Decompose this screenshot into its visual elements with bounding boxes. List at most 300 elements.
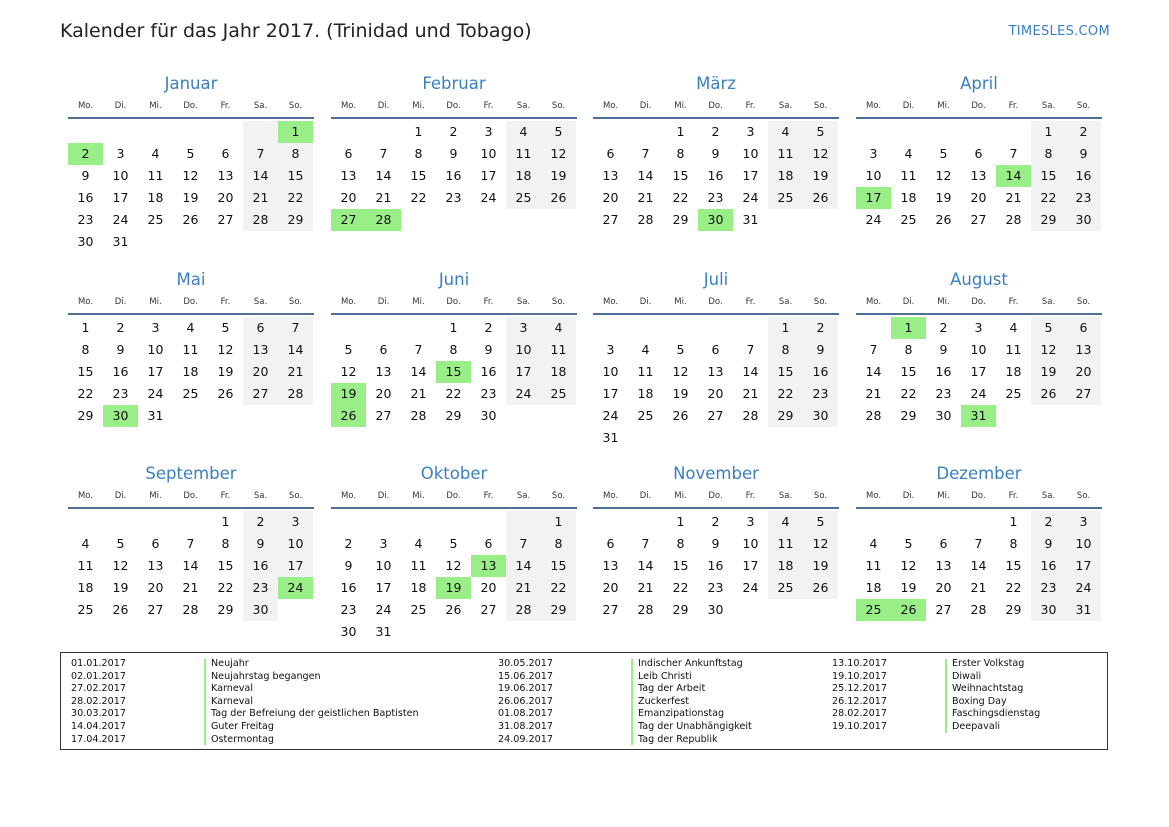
day-cell[interactable]: 8 xyxy=(676,146,685,161)
day-cell[interactable]: 27 xyxy=(935,602,952,617)
day-cell[interactable]: 3 xyxy=(1066,511,1101,533)
day-cell[interactable]: 17 xyxy=(1066,555,1101,577)
day-cell[interactable]: 16 xyxy=(1066,165,1101,187)
day-cell[interactable]: 13 xyxy=(707,364,724,379)
day-cell[interactable]: 2 xyxy=(484,320,493,335)
day-cell[interactable]: 21 xyxy=(1005,190,1022,205)
day-cell[interactable]: 9 xyxy=(344,558,353,573)
day-cell[interactable]: 5 xyxy=(449,536,458,551)
day-cell[interactable]: 26 xyxy=(803,187,838,209)
day-cell[interactable]: 29 xyxy=(1031,209,1066,231)
day-cell[interactable]: 1 xyxy=(768,317,803,339)
day-cell[interactable]: 6 xyxy=(484,536,493,551)
day-cell[interactable]: 8 xyxy=(278,143,313,165)
day-cell[interactable]: 6 xyxy=(379,342,388,357)
day-cell[interactable]: 24 xyxy=(865,212,882,227)
day-cell[interactable]: 22 xyxy=(217,580,234,595)
day-cell[interactable]: 11 xyxy=(506,143,541,165)
day-cell[interactable]: 14 xyxy=(278,339,313,361)
day-cell[interactable]: 1 xyxy=(676,124,685,139)
day-cell[interactable]: 8 xyxy=(904,342,913,357)
day-cell[interactable]: 10 xyxy=(112,168,129,183)
day-cell[interactable]: 23 xyxy=(1031,577,1066,599)
day-cell[interactable]: 10 xyxy=(865,168,882,183)
day-cell[interactable]: 21 xyxy=(410,386,427,401)
day-cell[interactable]: 5 xyxy=(803,511,838,533)
day-cell[interactable]: 27 xyxy=(375,408,392,423)
day-cell[interactable]: 27 xyxy=(970,212,987,227)
day-cell[interactable]: 26 xyxy=(445,602,462,617)
day-cell[interactable]: 5 xyxy=(1031,317,1066,339)
day-cell[interactable]: 4 xyxy=(641,342,650,357)
day-cell[interactable]: 14 xyxy=(637,558,654,573)
day-cell[interactable]: 19 xyxy=(803,555,838,577)
day-cell[interactable]: 3 xyxy=(746,514,755,529)
day-cell[interactable]: 20 xyxy=(243,361,278,383)
day-cell[interactable]: 13 xyxy=(471,555,506,577)
day-cell[interactable]: 18 xyxy=(77,580,94,595)
day-cell[interactable]: 30 xyxy=(803,405,838,427)
day-cell[interactable]: 27 xyxy=(1066,383,1101,405)
day-cell[interactable]: 1 xyxy=(891,317,926,339)
day-cell[interactable]: 9 xyxy=(116,342,125,357)
day-cell[interactable]: 25 xyxy=(147,212,164,227)
day-cell[interactable]: 15 xyxy=(672,168,689,183)
day-cell[interactable]: 27 xyxy=(602,602,619,617)
day-cell[interactable]: 27 xyxy=(217,212,234,227)
day-cell[interactable]: 17 xyxy=(112,190,129,205)
day-cell[interactable]: 26 xyxy=(672,408,689,423)
day-cell[interactable]: 22 xyxy=(1005,580,1022,595)
day-cell[interactable]: 27 xyxy=(480,602,497,617)
day-cell[interactable]: 18 xyxy=(768,165,803,187)
day-cell[interactable]: 13 xyxy=(147,558,164,573)
day-cell[interactable]: 16 xyxy=(935,364,952,379)
day-cell[interactable]: 2 xyxy=(939,320,948,335)
day-cell[interactable]: 29 xyxy=(672,212,689,227)
day-cell[interactable]: 31 xyxy=(602,430,619,445)
day-cell[interactable]: 29 xyxy=(672,602,689,617)
day-cell[interactable]: 23 xyxy=(112,386,129,401)
day-cell[interactable]: 21 xyxy=(970,580,987,595)
day-cell[interactable]: 10 xyxy=(742,146,759,161)
day-cell[interactable]: 18 xyxy=(506,165,541,187)
day-cell[interactable]: 16 xyxy=(445,168,462,183)
day-cell[interactable]: 23 xyxy=(243,577,278,599)
day-cell[interactable]: 1 xyxy=(676,514,685,529)
day-cell[interactable]: 5 xyxy=(904,536,913,551)
day-cell[interactable]: 14 xyxy=(970,558,987,573)
day-cell[interactable]: 13 xyxy=(1066,339,1101,361)
day-cell[interactable]: 17 xyxy=(970,364,987,379)
day-cell[interactable]: 27 xyxy=(243,383,278,405)
day-cell[interactable]: 20 xyxy=(707,386,724,401)
day-cell[interactable]: 9 xyxy=(711,146,720,161)
day-cell[interactable]: 19 xyxy=(331,383,366,405)
day-cell[interactable]: 12 xyxy=(803,533,838,555)
day-cell[interactable]: 16 xyxy=(707,558,724,573)
day-cell[interactable]: 5 xyxy=(676,342,685,357)
day-cell[interactable]: 7 xyxy=(746,342,755,357)
day-cell[interactable]: 19 xyxy=(803,165,838,187)
day-cell[interactable]: 7 xyxy=(243,143,278,165)
day-cell[interactable]: 22 xyxy=(278,187,313,209)
day-cell[interactable]: 4 xyxy=(904,146,913,161)
day-cell[interactable]: 11 xyxy=(768,143,803,165)
day-cell[interactable]: 1 xyxy=(1009,514,1018,529)
day-cell[interactable]: 3 xyxy=(974,320,983,335)
day-cell[interactable]: 25 xyxy=(410,602,427,617)
day-cell[interactable]: 22 xyxy=(77,386,94,401)
day-cell[interactable]: 14 xyxy=(375,168,392,183)
day-cell[interactable]: 4 xyxy=(768,121,803,143)
day-cell[interactable]: 16 xyxy=(112,364,129,379)
day-cell[interactable]: 14 xyxy=(182,558,199,573)
day-cell[interactable]: 21 xyxy=(243,187,278,209)
day-cell[interactable]: 3 xyxy=(746,124,755,139)
day-cell[interactable]: 29 xyxy=(1005,602,1022,617)
day-cell[interactable]: 30 xyxy=(77,234,94,249)
day-cell[interactable]: 1 xyxy=(221,514,230,529)
day-cell[interactable]: 25 xyxy=(900,212,917,227)
day-cell[interactable]: 5 xyxy=(939,146,948,161)
day-cell[interactable]: 8 xyxy=(1009,536,1018,551)
day-cell[interactable]: 9 xyxy=(243,533,278,555)
day-cell[interactable]: 31 xyxy=(147,408,164,423)
day-cell[interactable]: 7 xyxy=(974,536,983,551)
day-cell[interactable]: 14 xyxy=(506,555,541,577)
day-cell[interactable]: 19 xyxy=(436,577,471,599)
day-cell[interactable]: 3 xyxy=(151,320,160,335)
day-cell[interactable]: 23 xyxy=(803,383,838,405)
day-cell[interactable]: 7 xyxy=(186,536,195,551)
day-cell[interactable]: 24 xyxy=(970,386,987,401)
day-cell[interactable]: 3 xyxy=(484,124,493,139)
day-cell[interactable]: 16 xyxy=(480,364,497,379)
day-cell[interactable]: 29 xyxy=(217,602,234,617)
day-cell[interactable]: 7 xyxy=(379,146,388,161)
day-cell[interactable]: 22 xyxy=(410,190,427,205)
day-cell[interactable]: 16 xyxy=(707,168,724,183)
day-cell[interactable]: 7 xyxy=(278,317,313,339)
day-cell[interactable]: 31 xyxy=(1066,599,1101,621)
day-cell[interactable]: 4 xyxy=(81,536,90,551)
day-cell[interactable]: 3 xyxy=(116,146,125,161)
day-cell[interactable]: 24 xyxy=(112,212,129,227)
day-cell[interactable]: 30 xyxy=(340,624,357,639)
day-cell[interactable]: 24 xyxy=(602,408,619,423)
day-cell[interactable]: 23 xyxy=(480,386,497,401)
day-cell[interactable]: 4 xyxy=(414,536,423,551)
day-cell[interactable]: 11 xyxy=(410,558,427,573)
day-cell[interactable]: 17 xyxy=(856,187,891,209)
day-cell[interactable]: 4 xyxy=(186,320,195,335)
day-cell[interactable]: 30 xyxy=(243,599,278,621)
day-cell[interactable]: 7 xyxy=(869,342,878,357)
day-cell[interactable]: 25 xyxy=(77,602,94,617)
day-cell[interactable]: 4 xyxy=(506,121,541,143)
day-cell[interactable]: 20 xyxy=(602,190,619,205)
day-cell[interactable]: 28 xyxy=(637,602,654,617)
day-cell[interactable]: 25 xyxy=(506,187,541,209)
day-cell[interactable]: 5 xyxy=(116,536,125,551)
day-cell[interactable]: 27 xyxy=(331,209,366,231)
day-cell[interactable]: 10 xyxy=(278,533,313,555)
day-cell[interactable]: 21 xyxy=(506,577,541,599)
day-cell[interactable]: 26 xyxy=(1031,383,1066,405)
day-cell[interactable]: 21 xyxy=(375,190,392,205)
day-cell[interactable]: 26 xyxy=(112,602,129,617)
day-cell[interactable]: 12 xyxy=(935,168,952,183)
day-cell[interactable]: 10 xyxy=(147,342,164,357)
day-cell[interactable]: 16 xyxy=(1031,555,1066,577)
day-cell[interactable]: 8 xyxy=(1031,143,1066,165)
day-cell[interactable]: 26 xyxy=(803,577,838,599)
day-cell[interactable]: 27 xyxy=(707,408,724,423)
day-cell[interactable]: 19 xyxy=(217,364,234,379)
day-cell[interactable]: 15 xyxy=(672,558,689,573)
day-cell[interactable]: 7 xyxy=(414,342,423,357)
day-cell[interactable]: 13 xyxy=(602,558,619,573)
day-cell[interactable]: 25 xyxy=(768,187,803,209)
day-cell[interactable]: 21 xyxy=(182,580,199,595)
day-cell[interactable]: 15 xyxy=(900,364,917,379)
day-cell[interactable]: 8 xyxy=(541,533,576,555)
day-cell[interactable]: 14 xyxy=(865,364,882,379)
day-cell[interactable]: 10 xyxy=(480,146,497,161)
day-cell[interactable]: 25 xyxy=(637,408,654,423)
day-cell[interactable]: 14 xyxy=(410,364,427,379)
day-cell[interactable]: 27 xyxy=(602,212,619,227)
day-cell[interactable]: 15 xyxy=(436,361,471,383)
day-cell[interactable]: 12 xyxy=(112,558,129,573)
day-cell[interactable]: 14 xyxy=(637,168,654,183)
day-cell[interactable]: 24 xyxy=(742,190,759,205)
day-cell[interactable]: 10 xyxy=(375,558,392,573)
day-cell[interactable]: 11 xyxy=(1005,342,1022,357)
day-cell[interactable]: 14 xyxy=(742,364,759,379)
day-cell[interactable]: 25 xyxy=(1005,386,1022,401)
day-cell[interactable]: 11 xyxy=(637,364,654,379)
day-cell[interactable]: 2 xyxy=(68,143,103,165)
day-cell[interactable]: 11 xyxy=(147,168,164,183)
day-cell[interactable]: 13 xyxy=(243,339,278,361)
day-cell[interactable]: 8 xyxy=(768,339,803,361)
day-cell[interactable]: 18 xyxy=(182,364,199,379)
day-cell[interactable]: 5 xyxy=(186,146,195,161)
day-cell[interactable]: 22 xyxy=(672,580,689,595)
day-cell[interactable]: 31 xyxy=(375,624,392,639)
day-cell[interactable]: 9 xyxy=(449,146,458,161)
day-cell[interactable]: 8 xyxy=(221,536,230,551)
day-cell[interactable]: 8 xyxy=(414,146,423,161)
day-cell[interactable]: 16 xyxy=(803,361,838,383)
day-cell[interactable]: 22 xyxy=(768,383,803,405)
day-cell[interactable]: 28 xyxy=(506,599,541,621)
day-cell[interactable]: 21 xyxy=(637,580,654,595)
day-cell[interactable]: 11 xyxy=(768,533,803,555)
day-cell[interactable]: 3 xyxy=(869,146,878,161)
day-cell[interactable]: 17 xyxy=(147,364,164,379)
day-cell[interactable]: 29 xyxy=(541,599,576,621)
day-cell[interactable]: 26 xyxy=(935,212,952,227)
day-cell[interactable]: 11 xyxy=(182,342,199,357)
day-cell[interactable]: 20 xyxy=(602,580,619,595)
day-cell[interactable]: 15 xyxy=(410,168,427,183)
day-cell[interactable]: 10 xyxy=(742,536,759,551)
day-cell[interactable]: 11 xyxy=(77,558,94,573)
day-cell[interactable]: 24 xyxy=(480,190,497,205)
day-cell[interactable]: 2 xyxy=(344,536,353,551)
day-cell[interactable]: 1 xyxy=(1031,121,1066,143)
day-cell[interactable]: 1 xyxy=(449,320,458,335)
day-cell[interactable]: 2 xyxy=(449,124,458,139)
day-cell[interactable]: 31 xyxy=(112,234,129,249)
day-cell[interactable]: 28 xyxy=(742,408,759,423)
day-cell[interactable]: 20 xyxy=(970,190,987,205)
day-cell[interactable]: 11 xyxy=(900,168,917,183)
day-cell[interactable]: 30 xyxy=(935,408,952,423)
day-cell[interactable]: 2 xyxy=(116,320,125,335)
day-cell[interactable]: 17 xyxy=(506,361,541,383)
day-cell[interactable]: 7 xyxy=(506,533,541,555)
day-cell[interactable]: 17 xyxy=(602,386,619,401)
day-cell[interactable]: 29 xyxy=(900,408,917,423)
day-cell[interactable]: 19 xyxy=(541,165,576,187)
day-cell[interactable]: 18 xyxy=(1005,364,1022,379)
day-cell[interactable]: 14 xyxy=(996,165,1031,187)
day-cell[interactable]: 21 xyxy=(742,386,759,401)
day-cell[interactable]: 9 xyxy=(81,168,90,183)
day-cell[interactable]: 15 xyxy=(1005,558,1022,573)
day-cell[interactable]: 17 xyxy=(278,555,313,577)
day-cell[interactable]: 7 xyxy=(1009,146,1018,161)
day-cell[interactable]: 15 xyxy=(541,555,576,577)
day-cell[interactable]: 4 xyxy=(541,317,576,339)
day-cell[interactable]: 18 xyxy=(147,190,164,205)
day-cell[interactable]: 11 xyxy=(865,558,882,573)
day-cell[interactable]: 22 xyxy=(541,577,576,599)
day-cell[interactable]: 13 xyxy=(375,364,392,379)
day-cell[interactable]: 19 xyxy=(112,580,129,595)
day-cell[interactable]: 13 xyxy=(217,168,234,183)
day-cell[interactable]: 21 xyxy=(637,190,654,205)
day-cell[interactable]: 4 xyxy=(869,536,878,551)
day-cell[interactable]: 24 xyxy=(506,383,541,405)
day-cell[interactable]: 6 xyxy=(1066,317,1101,339)
day-cell[interactable]: 1 xyxy=(81,320,90,335)
day-cell[interactable]: 6 xyxy=(939,536,948,551)
day-cell[interactable]: 17 xyxy=(742,558,759,573)
day-cell[interactable]: 9 xyxy=(1031,533,1066,555)
day-cell[interactable]: 15 xyxy=(1031,165,1066,187)
day-cell[interactable]: 9 xyxy=(1066,143,1101,165)
day-cell[interactable]: 5 xyxy=(221,320,230,335)
day-cell[interactable]: 18 xyxy=(541,361,576,383)
day-cell[interactable]: 15 xyxy=(768,361,803,383)
day-cell[interactable]: 31 xyxy=(742,212,759,227)
day-cell[interactable]: 7 xyxy=(641,146,650,161)
day-cell[interactable]: 28 xyxy=(366,209,401,231)
day-cell[interactable]: 11 xyxy=(541,339,576,361)
day-cell[interactable]: 9 xyxy=(939,342,948,357)
day-cell[interactable]: 20 xyxy=(340,190,357,205)
day-cell[interactable]: 5 xyxy=(541,121,576,143)
day-cell[interactable]: 30 xyxy=(1066,209,1101,231)
day-cell[interactable]: 2 xyxy=(711,124,720,139)
day-cell[interactable]: 28 xyxy=(410,408,427,423)
day-cell[interactable]: 29 xyxy=(445,408,462,423)
day-cell[interactable]: 24 xyxy=(1066,577,1101,599)
day-cell[interactable]: 21 xyxy=(278,361,313,383)
day-cell[interactable]: 29 xyxy=(77,408,94,423)
day-cell[interactable]: 13 xyxy=(935,558,952,573)
day-cell[interactable]: 19 xyxy=(182,190,199,205)
day-cell[interactable]: 6 xyxy=(606,536,615,551)
day-cell[interactable]: 31 xyxy=(961,405,996,427)
day-cell[interactable]: 16 xyxy=(340,580,357,595)
day-cell[interactable]: 17 xyxy=(742,168,759,183)
day-cell[interactable]: 1 xyxy=(414,124,423,139)
day-cell[interactable]: 8 xyxy=(449,342,458,357)
day-cell[interactable]: 16 xyxy=(77,190,94,205)
day-cell[interactable]: 25 xyxy=(541,383,576,405)
day-cell[interactable]: 2 xyxy=(1031,511,1066,533)
day-cell[interactable]: 29 xyxy=(278,209,313,231)
day-cell[interactable]: 30 xyxy=(480,408,497,423)
day-cell[interactable]: 25 xyxy=(182,386,199,401)
day-cell[interactable]: 13 xyxy=(602,168,619,183)
day-cell[interactable]: 9 xyxy=(484,342,493,357)
day-cell[interactable]: 23 xyxy=(1066,187,1101,209)
day-cell[interactable]: 19 xyxy=(900,580,917,595)
day-cell[interactable]: 20 xyxy=(935,580,952,595)
day-cell[interactable]: 12 xyxy=(217,342,234,357)
day-cell[interactable]: 26 xyxy=(541,187,576,209)
day-cell[interactable]: 1 xyxy=(278,121,313,143)
day-cell[interactable]: 12 xyxy=(900,558,917,573)
day-cell[interactable]: 30 xyxy=(707,602,724,617)
day-cell[interactable]: 5 xyxy=(803,121,838,143)
day-cell[interactable]: 4 xyxy=(151,146,160,161)
day-cell[interactable]: 14 xyxy=(243,165,278,187)
day-cell[interactable]: 25 xyxy=(856,599,891,621)
day-cell[interactable]: 3 xyxy=(278,511,313,533)
day-cell[interactable]: 18 xyxy=(865,580,882,595)
day-cell[interactable]: 26 xyxy=(182,212,199,227)
day-cell[interactable]: 24 xyxy=(742,580,759,595)
day-cell[interactable]: 12 xyxy=(803,143,838,165)
day-cell[interactable]: 8 xyxy=(676,536,685,551)
day-cell[interactable]: 15 xyxy=(278,165,313,187)
day-cell[interactable]: 18 xyxy=(768,555,803,577)
day-cell[interactable]: 18 xyxy=(410,580,427,595)
day-cell[interactable]: 5 xyxy=(344,342,353,357)
brand-logo-text[interactable]: TIMESLES.COM xyxy=(1008,24,1110,39)
day-cell[interactable]: 24 xyxy=(375,602,392,617)
day-cell[interactable]: 3 xyxy=(606,342,615,357)
day-cell[interactable]: 25 xyxy=(768,577,803,599)
day-cell[interactable]: 15 xyxy=(77,364,94,379)
day-cell[interactable]: 1 xyxy=(541,511,576,533)
day-cell[interactable]: 10 xyxy=(602,364,619,379)
day-cell[interactable]: 6 xyxy=(151,536,160,551)
day-cell[interactable]: 17 xyxy=(375,580,392,595)
day-cell[interactable]: 17 xyxy=(480,168,497,183)
day-cell[interactable]: 2 xyxy=(243,511,278,533)
day-cell[interactable]: 30 xyxy=(1031,599,1066,621)
day-cell[interactable]: 23 xyxy=(935,386,952,401)
